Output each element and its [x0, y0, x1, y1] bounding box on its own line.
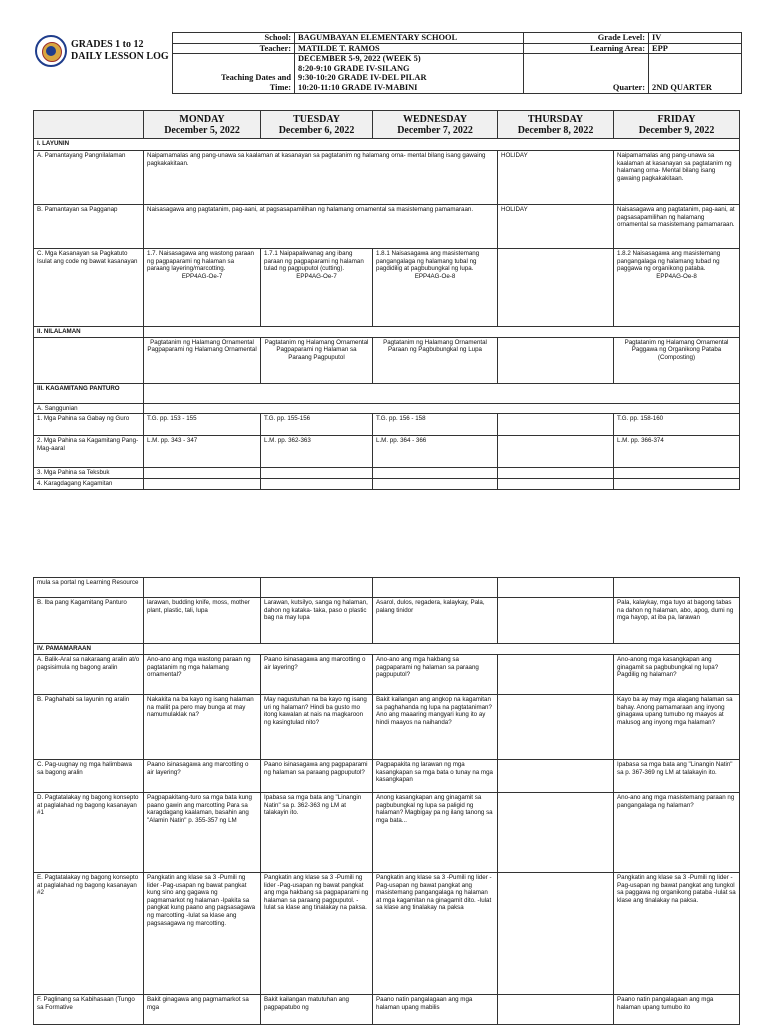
quarter-value: 2ND QUARTER — [649, 54, 742, 93]
cell-pc-fri: Ipabasa sa mga bata ang "Linangin Natin" sa p. 367-369 ng LM at talakayin ito. — [614, 760, 740, 793]
cell-tg-fri: T.G. pp. 158-160 — [614, 414, 740, 436]
cell-portal-tue — [261, 578, 373, 598]
cell-tb-thu — [498, 468, 614, 479]
cell-pf-mon: Bakit ginagawa ang pagmamarkot sa mga — [144, 995, 261, 1025]
cell-iba-wed: Asarol, dulos, regadera, kalaykay, Pala, palang tinidor — [373, 598, 498, 644]
cell-pd-fri: Ano-ano ang mga masistemang paraan ng pangangalaga ng halaman? — [614, 793, 740, 873]
cell-pe-mon: Pangkatin ang klase sa 3 -Pumili ng lider -Pag-usapan ng bawat pangkat kung sino ang gagawa ng pagmamarkot ng halaman -Ipakita sa pangkat kung paano ang pagsasagawa ng marcotting -Iulat sa klase ang pagsasagawa ng marcotting. — [144, 873, 261, 995]
row-label-pamantayang-pangnilalaman: A. Pamantayang Pangnilalaman — [34, 151, 144, 205]
day-monday — [144, 111, 261, 139]
cell-kk-mon — [144, 479, 261, 490]
pamamaraan-spacer — [144, 644, 740, 655]
school-label: School: — [173, 33, 295, 44]
teaching-dates-label-line2: Time: — [269, 82, 291, 92]
grade-level-label: Grade Level: — [524, 33, 649, 44]
cell-pc-tue: Paano isinasagawa ang pagpaparami ng halaman sa paraang pagpuputol? — [261, 760, 373, 793]
schedule-del-pilar: 9:30-10:20 GRADE IV-DEL PILAR — [298, 73, 427, 83]
day-date: December 6, 2022 — [278, 124, 355, 136]
cell-tb-fri — [614, 468, 740, 479]
competency-text: 1.7.1 Naipapaliwanag ang ibang paraan ng pagpaparami ng halaman tulad ng pagpuputol (cutting). — [264, 250, 364, 273]
cell-pa-mon: Ano-ano ang mga wastong paraan ng pagtatanim ng mga halamang ornamental? — [144, 655, 261, 695]
school-value: BAGUMBAYAN ELEMENTARY SCHOOL — [295, 33, 524, 44]
weekday-header — [33, 110, 740, 139]
cell-pc-wed: Pagpapakita ng larawan ng mga kasangkapan sa mga bata o tunay na mga kasangkapan — [373, 760, 498, 793]
cell-lm-fri: L.M. pp. 366-374 — [614, 436, 740, 468]
row-label-pag-uugnay: C. Pag-uugnay ng mga halimbawa sa bagong aralin — [34, 760, 144, 793]
cell-kk-fri — [614, 479, 740, 490]
cell-pe-thu — [498, 873, 614, 995]
section-nilalaman: II. NILALAMAN — [34, 327, 144, 338]
cell-pb-fri: Kayo ba ay may mga alagang halaman sa bahay. Anong pamamaraan ang inyong ginagawa upang tumubo ng maayos at malusog ang inyong mga halaman? — [614, 695, 740, 760]
teaching-dates-label — [173, 54, 295, 93]
cell-pb-wed: Bakit kailangan ang angkop na kagamitan sa paghahanda ng lupa na pagtataniman? Ano ang maaaring mangyari kung ito ay hindi maayos na naihanda? — [373, 695, 498, 760]
cell-b-mon-wed: Naisasagawa ang pagtatanim, pag-aani, at pagsasapamilihan ng halamang ornamental sa masistemang pamamaraan. — [144, 205, 498, 249]
cell-a-thu: HOLIDAY — [498, 151, 614, 205]
competency-code: EPP4AG-Oe-8 — [414, 272, 456, 280]
quarter-label: Quarter: — [524, 54, 649, 93]
cell-pb-tue: May nagustuhan na ba kayo ng isang uri ng halaman? Hindi ba gusto mo itong kawalan at nais na magkaroon ng kasingtulad nito? — [261, 695, 373, 760]
cell-pd-thu — [498, 793, 614, 873]
cell-b-thu: HOLIDAY — [498, 205, 614, 249]
row-label-portal: mula sa portal ng Learning Resource — [34, 578, 144, 598]
competency-text: 1.8.1 Naisasagawa ang masistemang pangangalaga ng halamang tubal ng pagdidilig at pagbubungkal ng lupa. — [376, 250, 480, 273]
cell-lm-mon: L.M. pp. 343 - 347 — [144, 436, 261, 468]
blank-corner — [34, 111, 144, 139]
competency-text: 1.7. Naisasagawa ang wastong paraan ng pagpaparami ng halaman sa paraang layering/marcotting. — [147, 250, 254, 273]
cell-portal-thu — [498, 578, 614, 598]
cell-pe-fri: Pangkatin ang klase sa 3 -Pumili ng lider -Pag-usapan ng bawat pangkat ang tungkol sa paggawa ng organikong pataba -Iulat sa klase ang tinalakay na paksa. — [614, 873, 740, 995]
cell-n-thu — [498, 337, 614, 383]
cell-tg-mon: T.G. pp. 153 - 155 — [144, 414, 261, 436]
cell-tb-wed — [373, 468, 498, 479]
nilalaman-label — [34, 337, 144, 383]
cell-tg-wed: T.G. pp. 156 - 158 — [373, 414, 498, 436]
dates-week: DECEMBER 5-9, 2022 (WEEK 5) — [298, 54, 421, 64]
row-label-balik-aral: A. Balik-Aral sa nakaraang aralin at/o pagsisimula ng bagong aralin — [34, 655, 144, 695]
cell-n-tue: Pagtatanim ng Halamang Ornamental Pagpaparami ng Halaman sa Paraang Pagpuputol — [261, 337, 373, 383]
day-date: December 7, 2022 — [397, 124, 473, 136]
competency-code: EPP4AG-Oe-7 — [296, 272, 337, 280]
learning-area-value: EPP — [649, 43, 742, 54]
cell-tg-thu — [498, 414, 614, 436]
cell-pf-fri: Paano natin pangalagaan ang mga halaman upang tumubo ito — [614, 995, 740, 1025]
form-title — [71, 39, 169, 63]
cell-c-tue — [261, 249, 373, 327]
cell-c-mon — [144, 249, 261, 327]
row-label-sanggunian: A. Sanggunian — [34, 403, 144, 414]
row-label-kasanayan: C. Mga Kasanayan sa Pagkatuto Isulat ang code ng bawat kasanayan — [34, 249, 144, 327]
day-date: December 8, 2022 — [517, 124, 594, 136]
cell-tb-mon — [144, 468, 261, 479]
row-label-pamantayan-sa-pagganap: B. Pamantayan sa Pagganap — [34, 205, 144, 249]
cell-pf-thu — [498, 995, 614, 1025]
cell-c-wed — [373, 249, 498, 327]
cell-pd-tue: Ipabasa sa mga bata ang "Linangin Natin" sa p. 362-363 ng LM at talakayin ito. — [261, 793, 373, 873]
schedule-silang: 8:20-9:10 GRADE IV-SILANG — [298, 63, 410, 73]
cell-pb-mon: Nakakita na ba kayo ng isang halaman na maliit pa pero may bunga at may namumulaklak na? — [144, 695, 261, 760]
day-date: December 5, 2022 — [164, 124, 240, 136]
cell-b-fri: Naisasagawa ang pagtatanim, pag-aani, at pagsasapamilihan ng halamang ornamental sa masistemang pamamaraan. — [614, 205, 740, 249]
cell-pb-thu — [498, 695, 614, 760]
cell-lm-wed: L.M. pp. 364 - 366 — [373, 436, 498, 468]
cell-pc-mon: Paano isinasagawa ang marcotting o air layering? — [144, 760, 261, 793]
form-title-line2: DAILY LESSON LOG — [71, 51, 169, 62]
school-seal — [35, 35, 67, 67]
schedule-mabini: 10:20-11:10 GRADE IV-MABINI — [298, 82, 418, 92]
cell-c-fri — [614, 249, 740, 327]
cell-portal-fri — [614, 578, 740, 598]
section-layunin: I. LAYUNIN — [34, 139, 740, 151]
competency-code: EPP4AG-Oe-8 — [656, 272, 697, 280]
cell-kk-wed — [373, 479, 498, 490]
form-title-line1: GRADES 1 to 12 — [71, 39, 144, 50]
row-label-karagdagang-kagamitan: 4. Karagdagang Kagamitan — [34, 479, 144, 490]
day-date: December 9, 2022 — [638, 124, 715, 136]
section-pamamaraan: IV. PAMAMARAAN — [34, 644, 144, 655]
teaching-dates-value — [295, 54, 524, 93]
day-name: MONDAY — [179, 113, 225, 125]
cell-portal-mon — [144, 578, 261, 598]
day-tuesday — [261, 111, 373, 139]
sanggunian-spacer — [144, 403, 740, 414]
cell-iba-thu — [498, 598, 614, 644]
cell-a-mon-wed: Naipamamalas ang pang-unawa sa kaalaman at kasanayan sa pagtatanim ng halamang orna- mental bilang isang gawaing pagkakakitaan. — [144, 151, 498, 205]
cell-pa-tue: Paano isinasagawa ang marcotting o air layering? — [261, 655, 373, 695]
header-info-table — [172, 32, 742, 94]
cell-n-fri: Pagtatanim ng Halamang Ornamental Paggawa ng Organikong Pataba (Composting) — [614, 337, 740, 383]
cell-pc-thu — [498, 760, 614, 793]
cell-iba-mon: larawan, budding knife, moss, mother plant, plastic, tali, lupa — [144, 598, 261, 644]
row-label-teksbuk: 3. Mga Pahina sa Teksbuk — [34, 468, 144, 479]
deped-seal-icon — [35, 35, 67, 67]
cell-kk-thu — [498, 479, 614, 490]
cell-n-wed: Pagtatanim ng Halamang Ornamental Paraan ng Pagbubungkal ng Lupa — [373, 337, 498, 383]
cell-iba-tue: Larawan, kutsilyo, sanga ng halaman, dahon ng kataka- taka, paso o plastic bag na may lupa — [261, 598, 373, 644]
cell-n-mon: Pagtatanim ng Halamang Ornamental Pagpaparami ng Halamang Ornamental — [144, 337, 261, 383]
teacher-label: Teacher: — [173, 43, 295, 54]
cell-pe-wed: Pangkatin ang klase sa 3 -Pumili ng lider -Pag-usapan ng bawat pangkat ang masistemang pangangalaga ng halaman at mga kagamitan na ginagamit dito. -Iulat sa klase ang tinalakay na paksa — [373, 873, 498, 995]
cell-portal-wed — [373, 578, 498, 598]
cell-iba-fri: Pala, kalaykay, mga tuyo at bagong tabas na dahon ng halaman, abo, apog, dumi ng mga hayop, at iba pa, larawan — [614, 598, 740, 644]
row-label-paglinang: F. Paglinang sa Kabihasaan (Tungo sa Formative — [34, 995, 144, 1025]
day-name: FRIDAY — [657, 113, 696, 125]
lesson-table-page1 — [33, 138, 740, 490]
cell-tb-tue — [261, 468, 373, 479]
day-name: WEDNESDAY — [402, 113, 468, 125]
cell-pa-thu — [498, 655, 614, 695]
cell-pa-fri: Ano-anong mga kasangkapan ang ginagamit sa pagbubungkal ng lupa? Pagdilig ng halaman? — [614, 655, 740, 695]
section-kagamitang-panturo: III. KAGAMITANG PANTURO — [34, 383, 144, 403]
row-label-pagtatalakay-2: E. Pagtatalakay ng bagong konsepto at paglalahad ng bagong kasanayan #2 — [34, 873, 144, 995]
cell-pd-mon: Pagpapakitang-turo sa mga bata kung paano gawin ang marcotting Para sa karagdagang kaalaman, basahin ang "Alamin Natin" p. 355-357 ng LM — [144, 793, 261, 873]
grade-level-value: IV — [649, 33, 742, 44]
cell-a-fri: Naipamamalas ang pang-unawa sa kaalaman at kasanayan sa pagtatanim ng halamang orna- Mental bilang isang gawaing pagkakakitaan. — [614, 151, 740, 205]
competency-code: EPP4AG-Oe-7 — [181, 272, 223, 280]
day-name: TUESDAY — [293, 113, 340, 125]
day-wednesday — [373, 111, 498, 139]
learning-area-label: Learning Area: — [524, 43, 649, 54]
day-thursday — [498, 111, 614, 139]
day-name: THURSDAY — [527, 113, 584, 125]
day-friday — [614, 111, 740, 139]
teacher-value: MATILDE T. RAMOS — [295, 43, 524, 54]
row-label-gabay-ng-guro: 1. Mga Pahina sa Gabay ng Guro — [34, 414, 144, 436]
teaching-dates-label-line1: Teaching Dates and — [221, 73, 291, 83]
cell-pd-wed: Anong kasangkapan ang ginagamit sa pagbubungkal ng lupa sa paligid ng halaman? Magbigay pa ng ilang tanong sa mga bata... — [373, 793, 498, 873]
cell-tg-tue: T.G. pp. 155-156 — [261, 414, 373, 436]
cell-pe-tue: Pangkatin ang klase sa 3 -Pumili ng lider -Pag-usapan ng bawat pangkat ang mga hakbang sa pagpaparami ng halaman sa paraang pagpuputol. -Iulat sa klase ang tinalakay na paksa. — [261, 873, 373, 995]
cell-pa-wed: Ano-ano ang mga hakbang sa pagpaparami ng halaman sa paraang pagpuputol? — [373, 655, 498, 695]
row-label-iba-pang-kagamitan: B. Iba pang Kagamitang Panturo — [34, 598, 144, 644]
cell-lm-thu — [498, 436, 614, 468]
kagamitan-spacer — [144, 383, 740, 403]
row-label-kagamitang-pang-mag-aaral: 2. Mga Pahina sa Kagamitang Pang- Mag-aaral — [34, 436, 144, 468]
lesson-table-page2 — [33, 577, 740, 1025]
row-label-pagtatalakay-1: D. Pagtatalakay ng bagong konsepto at paglalahad ng bagong kasanayan #1 — [34, 793, 144, 873]
nilalaman-spacer — [144, 327, 740, 338]
cell-kk-tue — [261, 479, 373, 490]
cell-lm-tue: L.M. pp. 362-363 — [261, 436, 373, 468]
row-label-paghahabi: B. Paghahabi sa layunin ng aralin — [34, 695, 144, 760]
cell-pf-tue: Bakit kailangan matutuhan ang pagpapatubo ng — [261, 995, 373, 1025]
competency-text: 1.8.2 Naisasagawa ang masistemang pangangalaga ng halamang tubad ng paggawa ng organikong pataba. — [617, 250, 721, 273]
cell-pf-wed: Paano natin pangalagaan ang mga halaman upang mabilis — [373, 995, 498, 1025]
cell-c-thu — [498, 249, 614, 327]
